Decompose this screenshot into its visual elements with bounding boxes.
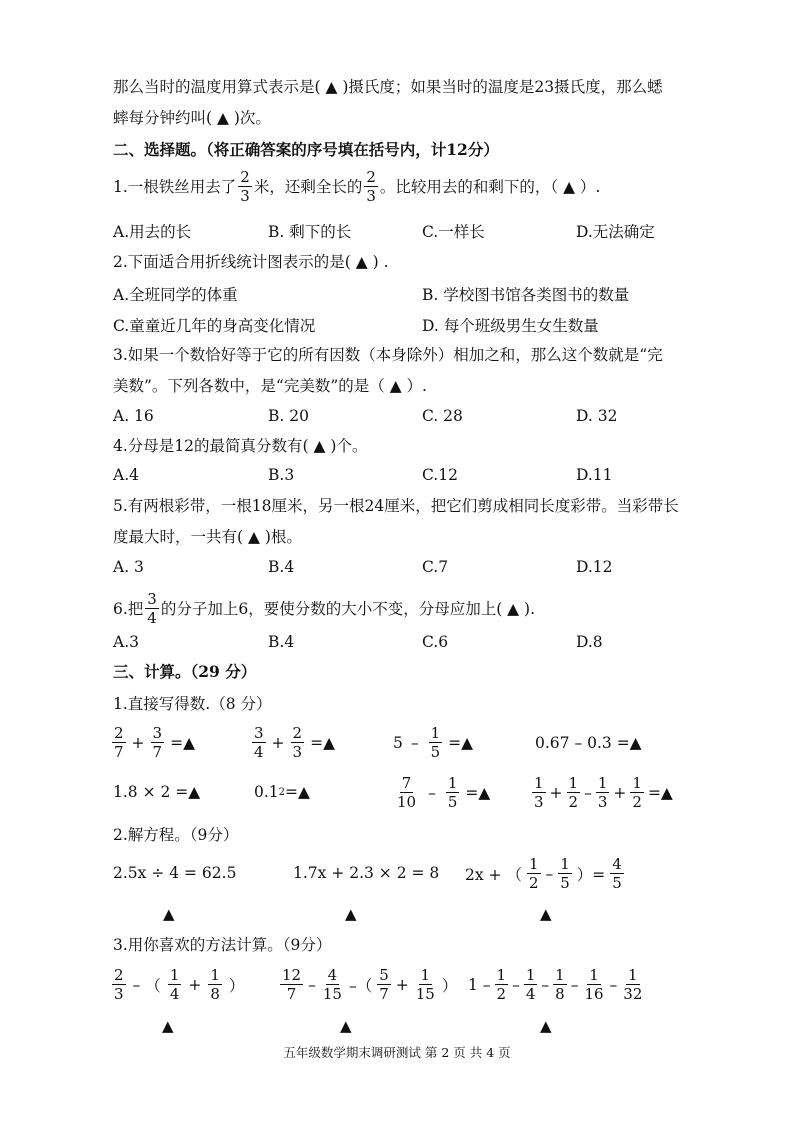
equation-3: 2x + （ $\frac{1}{2}$ – $\frac{1}{5}$ ）= $\frac{4}{5}$ [465,855,622,892]
calc-expr-4: 0.67 – 0.3 =▲ [535,734,642,752]
calc-free-3: 1 – $\frac{1}{2}$ – $\frac{1}{4}$ – $\frac{1}{8}$ – $\frac{1}{16}$ – $\frac{1}{32}$ [468,966,643,1003]
q1-fraction-2: $\frac{2}{3}$ [366,168,376,205]
q5-option-b: B.4 [268,558,295,576]
calc-expr-6: 0.1 2 =▲ [254,783,310,801]
q4-stem: 4.分母是12的最简真分数有( ▲ )个。 [113,437,368,455]
q4-option-b: B.3 [268,466,295,484]
q6-post: 的分子加上6，要使分数的大小不变，分母应加上( ▲ ). [160,599,536,618]
q3-option-a: A. 16 [113,407,154,425]
q1-option-a: A.用去的长 [113,223,192,241]
q6-fraction: $\frac{3}{4}$ [147,590,157,627]
q1-option-b: B. 剩下的长 [268,223,352,241]
q6-option-b: B.4 [268,633,295,651]
equation-1: 2.5x ÷ 4 = 62.5 [113,864,237,882]
q4-option-a: A.4 [113,466,139,484]
q6-option-a: A.3 [113,633,139,651]
section3-title: 三、计算。（29 分） [113,662,257,681]
q1-post: 。比较用去的和剩下的，（ ▲ ）. [379,177,601,196]
answer-marker: ▲ [540,905,552,923]
calc-expr-2: $\frac{3}{4}$ + $\frac{2}{3}$ =▲ [254,724,336,761]
q5-option-c: C.7 [422,558,449,576]
calc-free-2: $\frac{12}{7}$ – $\frac{4}{15}$ –（ $\frac{5}{7}$ + $\frac{1}{15}$ ） [282,966,458,1003]
q5-option-a: A. 3 [113,558,144,576]
q6-option-d: D.8 [576,633,603,651]
calc-free-1: $\frac{2}{3}$ – （ $\frac{1}{4}$ + $\frac{1}{8}$ ） [114,966,245,1003]
q2-option-b: B. 学校图书馆各类图书的数量 [422,286,630,304]
equation-2: 1.7x + 2.3 × 2 = 8 [293,864,440,882]
q5-stem-line-2: 度最大时，一共有( ▲ )根。 [113,528,302,546]
p3-title: 3.用你喜欢的方法计算。（9分） [113,936,332,954]
calc-expr-7: $\frac{7}{10}$ – $\frac{1}{5}$ =▲ [397,774,491,811]
q5-option-d: D.12 [576,558,613,576]
q1-option-c: C.一样长 [422,223,485,241]
q1-stem [113,168,600,205]
q1-fraction-1: $\frac{2}{3}$ [240,168,250,205]
q3-option-c: C. 28 [422,407,463,425]
q2-option-a: A.全班同学的体重 [113,286,238,304]
q2-option-c: C.童童近几年的身高变化情况 [113,317,316,335]
answer-marker: ▲ [163,905,175,923]
answer-marker: ▲ [345,905,357,923]
q1-pre: 1.一根铁丝用去了 [113,177,237,196]
q3-stem-line-1: 3.如果一个数恰好等于它的所有因数（本身除外）相加之和，那么这个数就是“完 [113,346,663,364]
p1-title: 1.直接写得数.（8 分） [113,695,272,713]
q3-option-b: B. 20 [268,407,309,425]
answer-marker: ▲ [162,1017,174,1035]
q5-stem-line-1: 5.有两根彩带，一根18厘米，另一根24厘米，把它们剪成相同长度彩带。当彩带长 [113,497,679,515]
q1-option-d: D.无法确定 [576,223,655,241]
page-footer: 五年级数学期末调研测试 第 2 页 共 4 页 [283,1045,511,1060]
calc-expr-1: $\frac{2}{7}$ + $\frac{3}{7}$ =▲ [114,724,196,761]
q2-stem: 2.下面适合用折线统计图表示的是( ▲ ) . [113,253,389,271]
intro-line-1: 那么当时的温度用算式表示是( ▲ )摄氏度；如果当时的温度是23摄氏度，那么蟋 [113,78,663,96]
calc-expr-8: $\frac{1}{3}$ + $\frac{1}{2}$ – $\frac{1}{3}$ + $\frac{1}{2}$ =▲ [534,774,673,811]
q1-mid: 米，还剩全长的 [253,177,363,196]
section2-title: 二、选择题。（将正确答案的序号填在括号内，计12分） [113,140,499,159]
p2-title: 2.解方程。（9分） [113,826,239,844]
answer-marker: ▲ [540,1017,552,1035]
q4-option-c: C.12 [422,466,458,484]
q2-option-d: D. 每个班级男生女生数量 [422,317,599,335]
q3-option-d: D. 32 [576,407,618,425]
calc-expr-3: 5 – $\frac{1}{5}$ =▲ [393,724,474,761]
intro-line-2: 蟀每分钟约叫( ▲ )次。 [113,109,271,127]
q6-stem [113,590,535,627]
answer-marker: ▲ [340,1017,352,1035]
q4-option-d: D.11 [576,466,613,484]
q3-stem-line-2: 美数”。下列各数中，是“完美数”的是（ ▲ ）. [113,377,427,395]
q6-option-c: C.6 [422,633,449,651]
q6-pre: 6.把 [113,599,144,618]
calc-expr-5: 1.8 × 2 =▲ [113,783,201,801]
